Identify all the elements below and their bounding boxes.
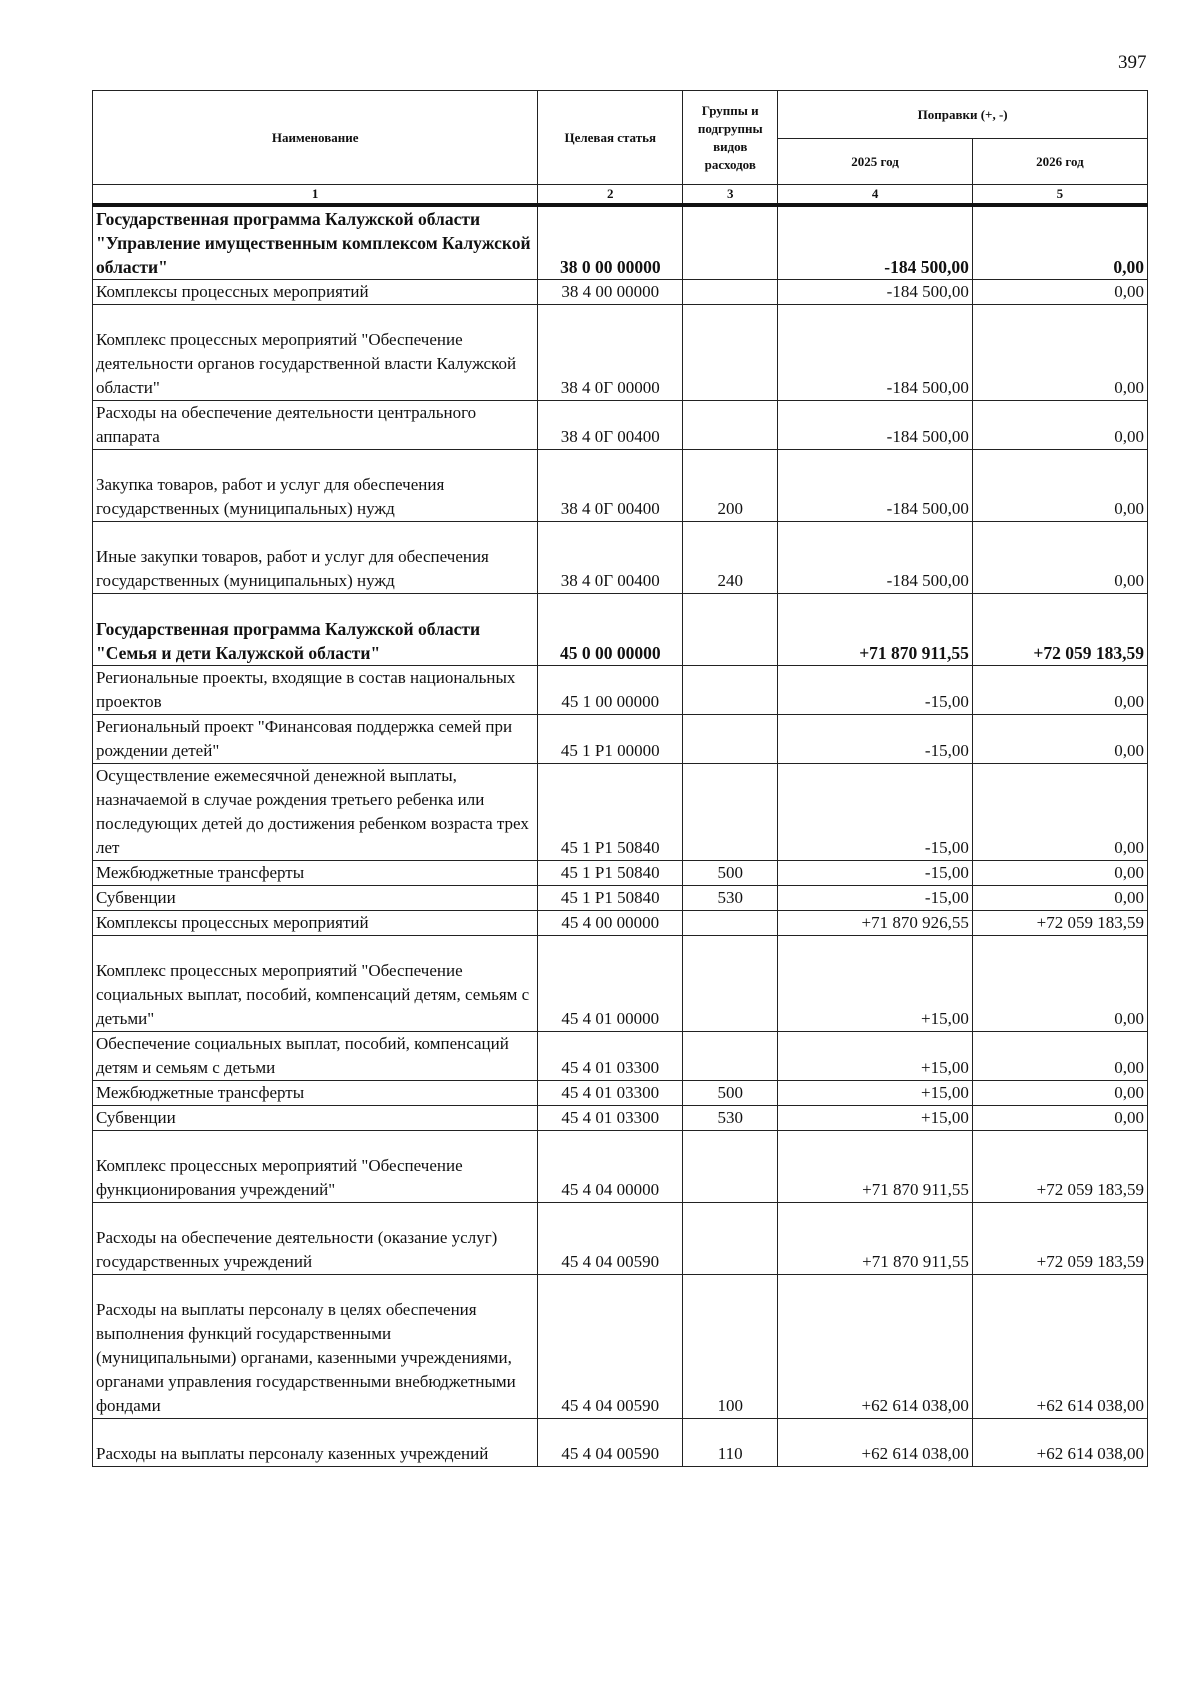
row-target-code-cell: 38 4 0Г 00400 bbox=[538, 401, 683, 450]
row-amount-2025-cell: +15,00 bbox=[778, 1106, 973, 1131]
row-expense-group-cell bbox=[683, 936, 778, 1032]
row-amount-2025-cell: -15,00 bbox=[778, 861, 973, 886]
table-row bbox=[93, 305, 1148, 401]
row-target-code-cell: 38 4 0Г 00000 bbox=[538, 305, 683, 401]
row-amount-2026-cell: 0,00 bbox=[972, 305, 1147, 401]
row-target-code-cell: 38 4 00 00000 bbox=[538, 280, 683, 305]
table-row bbox=[93, 1106, 1148, 1131]
row-target-code-cell: 45 4 00 00000 bbox=[538, 911, 683, 936]
table-row bbox=[93, 594, 1148, 666]
row-amount-2025-cell: +62 614 038,00 bbox=[778, 1275, 973, 1419]
row-target-code-cell: 38 0 00 00000 bbox=[538, 205, 683, 280]
row-target-code-cell: 45 1 00 00000 bbox=[538, 666, 683, 715]
row-name-cell: Межбюджетные трансферты bbox=[93, 861, 538, 886]
row-amount-2025-cell: -15,00 bbox=[778, 764, 973, 861]
header-amendments: Поправки (+, -) bbox=[778, 91, 1148, 139]
table-row bbox=[93, 401, 1148, 450]
table-row bbox=[93, 450, 1148, 522]
row-target-code-cell: 45 4 04 00590 bbox=[538, 1275, 683, 1419]
header-year-2026: 2026 год bbox=[972, 139, 1147, 185]
row-name-cell: Государственная программа Калужской области "Управление имущественным комплексом Калужской области" bbox=[93, 205, 538, 280]
table-row bbox=[93, 1081, 1148, 1106]
row-amount-2026-cell: +72 059 183,59 bbox=[972, 594, 1147, 666]
row-expense-group-cell: 500 bbox=[683, 861, 778, 886]
row-amount-2026-cell: 0,00 bbox=[972, 1106, 1147, 1131]
row-name-cell: Иные закупки товаров, работ и услуг для обеспечения государственных (муниципальных) нужд bbox=[93, 522, 538, 594]
column-number: 5 bbox=[972, 185, 1147, 206]
row-amount-2026-cell: 0,00 bbox=[972, 522, 1147, 594]
row-amount-2026-cell: 0,00 bbox=[972, 401, 1147, 450]
row-name-cell: Расходы на выплаты персоналу казенных учреждений bbox=[93, 1419, 538, 1467]
row-name-cell: Закупка товаров, работ и услуг для обеспечения государственных (муниципальных) нужд bbox=[93, 450, 538, 522]
table-row bbox=[93, 1131, 1148, 1203]
row-expense-group-cell bbox=[683, 666, 778, 715]
budget-amendments-table bbox=[92, 90, 1148, 1467]
table-row bbox=[93, 1419, 1148, 1467]
row-target-code-cell: 45 4 01 03300 bbox=[538, 1032, 683, 1081]
row-target-code-cell: 45 1 Р1 00000 bbox=[538, 715, 683, 764]
table-row bbox=[93, 1275, 1148, 1419]
row-amount-2026-cell: 0,00 bbox=[972, 936, 1147, 1032]
row-name-cell: Расходы на обеспечение деятельности центрального аппарата bbox=[93, 401, 538, 450]
row-expense-group-cell bbox=[683, 715, 778, 764]
row-amount-2025-cell: -15,00 bbox=[778, 666, 973, 715]
row-name-cell: Комплексы процессных мероприятий bbox=[93, 280, 538, 305]
header-year-2025: 2025 год bbox=[778, 139, 973, 185]
row-amount-2026-cell: 0,00 bbox=[972, 1081, 1147, 1106]
row-name-cell: Обеспечение социальных выплат, пособий, компенсаций детям и семьям с детьми bbox=[93, 1032, 538, 1081]
row-amount-2025-cell: +62 614 038,00 bbox=[778, 1419, 973, 1467]
row-amount-2025-cell: -15,00 bbox=[778, 886, 973, 911]
row-amount-2026-cell: 0,00 bbox=[972, 1032, 1147, 1081]
row-name-cell: Расходы на выплаты персоналу в целях обеспечения выполнения функций государственными (муниципальными) органами, казенными учреждениями, органами управления государственными внебюджетными фондами bbox=[93, 1275, 538, 1419]
row-target-code-cell: 45 0 00 00000 bbox=[538, 594, 683, 666]
row-expense-group-cell: 500 bbox=[683, 1081, 778, 1106]
row-amount-2026-cell: 0,00 bbox=[972, 280, 1147, 305]
row-name-cell: Региональные проекты, входящие в состав национальных проектов bbox=[93, 666, 538, 715]
row-expense-group-cell: 530 bbox=[683, 1106, 778, 1131]
row-expense-group-cell bbox=[683, 1203, 778, 1275]
row-name-cell: Межбюджетные трансферты bbox=[93, 1081, 538, 1106]
table-row bbox=[93, 715, 1148, 764]
row-amount-2026-cell: +62 614 038,00 bbox=[972, 1419, 1147, 1467]
row-amount-2026-cell: 0,00 bbox=[972, 861, 1147, 886]
table-row bbox=[93, 1032, 1148, 1081]
row-amount-2026-cell: 0,00 bbox=[972, 205, 1147, 280]
table-row bbox=[93, 936, 1148, 1032]
row-expense-group-cell bbox=[683, 911, 778, 936]
row-target-code-cell: 45 4 04 00590 bbox=[538, 1203, 683, 1275]
row-amount-2026-cell: 0,00 bbox=[972, 886, 1147, 911]
table-header bbox=[93, 91, 1148, 206]
row-target-code-cell: 38 4 0Г 00400 bbox=[538, 450, 683, 522]
row-amount-2025-cell: -184 500,00 bbox=[778, 401, 973, 450]
row-target-code-cell: 45 4 01 00000 bbox=[538, 936, 683, 1032]
column-number: 2 bbox=[538, 185, 683, 206]
row-target-code-cell: 45 4 04 00590 bbox=[538, 1419, 683, 1467]
table-row bbox=[93, 911, 1148, 936]
column-number: 3 bbox=[683, 185, 778, 206]
row-expense-group-cell bbox=[683, 1032, 778, 1081]
table-row bbox=[93, 205, 1148, 280]
row-target-code-cell: 45 1 Р1 50840 bbox=[538, 861, 683, 886]
row-amount-2025-cell: +15,00 bbox=[778, 1081, 973, 1106]
row-amount-2025-cell: -15,00 bbox=[778, 715, 973, 764]
row-expense-group-cell: 240 bbox=[683, 522, 778, 594]
table-row bbox=[93, 280, 1148, 305]
row-name-cell: Расходы на обеспечение деятельности (оказание услуг) государственных учреждений bbox=[93, 1203, 538, 1275]
row-amount-2026-cell: +72 059 183,59 bbox=[972, 1131, 1147, 1203]
column-number-row bbox=[93, 185, 1148, 206]
row-expense-group-cell: 200 bbox=[683, 450, 778, 522]
table-body bbox=[93, 205, 1148, 1467]
header-name: Наименование bbox=[93, 91, 538, 185]
row-amount-2025-cell: +71 870 911,55 bbox=[778, 1131, 973, 1203]
row-amount-2025-cell: -184 500,00 bbox=[778, 305, 973, 401]
row-target-code-cell: 38 4 0Г 00400 bbox=[538, 522, 683, 594]
row-amount-2025-cell: +71 870 926,55 bbox=[778, 911, 973, 936]
row-expense-group-cell: 100 bbox=[683, 1275, 778, 1419]
row-name-cell: Субвенции bbox=[93, 1106, 538, 1131]
column-number: 1 bbox=[93, 185, 538, 206]
row-amount-2025-cell: +71 870 911,55 bbox=[778, 594, 973, 666]
column-number: 4 bbox=[778, 185, 973, 206]
row-target-code-cell: 45 1 Р1 50840 bbox=[538, 886, 683, 911]
row-expense-group-cell bbox=[683, 401, 778, 450]
row-amount-2025-cell: +15,00 bbox=[778, 1032, 973, 1081]
table-row bbox=[93, 886, 1148, 911]
table-row bbox=[93, 764, 1148, 861]
row-target-code-cell: 45 4 01 03300 bbox=[538, 1081, 683, 1106]
table-row bbox=[93, 666, 1148, 715]
row-expense-group-cell bbox=[683, 594, 778, 666]
row-amount-2025-cell: -184 500,00 bbox=[778, 522, 973, 594]
row-name-cell: Субвенции bbox=[93, 886, 538, 911]
row-expense-group-cell bbox=[683, 205, 778, 280]
row-amount-2025-cell: +15,00 bbox=[778, 936, 973, 1032]
row-amount-2026-cell: 0,00 bbox=[972, 715, 1147, 764]
row-expense-group-cell bbox=[683, 764, 778, 861]
table-row bbox=[93, 1203, 1148, 1275]
row-amount-2025-cell: -184 500,00 bbox=[778, 280, 973, 305]
row-expense-group-cell: 110 bbox=[683, 1419, 778, 1467]
header-target-article: Целевая статья bbox=[538, 91, 683, 185]
row-amount-2025-cell: -184 500,00 bbox=[778, 450, 973, 522]
row-amount-2025-cell: -184 500,00 bbox=[778, 205, 973, 280]
row-target-code-cell: 45 4 01 03300 bbox=[538, 1106, 683, 1131]
row-name-cell: Комплекс процессных мероприятий "Обеспечение функционирования учреждений" bbox=[93, 1131, 538, 1203]
row-target-code-cell: 45 1 Р1 50840 bbox=[538, 764, 683, 861]
row-target-code-cell: 45 4 04 00000 bbox=[538, 1131, 683, 1203]
row-name-cell: Осуществление ежемесячной денежной выплаты, назначаемой в случае рождения третьего ребенка или последующих детей до достижения ребенком возраста трех лет bbox=[93, 764, 538, 861]
row-amount-2026-cell: 0,00 bbox=[972, 764, 1147, 861]
row-expense-group-cell: 530 bbox=[683, 886, 778, 911]
row-expense-group-cell bbox=[683, 280, 778, 305]
table-row bbox=[93, 861, 1148, 886]
row-expense-group-cell bbox=[683, 305, 778, 401]
row-amount-2026-cell: +72 059 183,59 bbox=[972, 1203, 1147, 1275]
header-expense-groups: Группы и подгрупны видов расходов bbox=[683, 91, 778, 185]
row-amount-2025-cell: +71 870 911,55 bbox=[778, 1203, 973, 1275]
row-expense-group-cell bbox=[683, 1131, 778, 1203]
row-amount-2026-cell: +62 614 038,00 bbox=[972, 1275, 1147, 1419]
row-amount-2026-cell: 0,00 bbox=[972, 450, 1147, 522]
row-amount-2026-cell: 0,00 bbox=[972, 666, 1147, 715]
row-name-cell: Комплексы процессных мероприятий bbox=[93, 911, 538, 936]
row-name-cell: Комплекс процессных мероприятий "Обеспечение деятельности органов государственной власти Калужской области" bbox=[93, 305, 538, 401]
row-name-cell: Государственная программа Калужской области "Семья и дети Калужской области" bbox=[93, 594, 538, 666]
row-amount-2026-cell: +72 059 183,59 bbox=[972, 911, 1147, 936]
page-number: 397 bbox=[1118, 52, 1147, 73]
table-row bbox=[93, 522, 1148, 594]
row-name-cell: Комплекс процессных мероприятий "Обеспечение социальных выплат, пособий, компенсаций детям, семьям с детьми" bbox=[93, 936, 538, 1032]
row-name-cell: Региональный проект "Финансовая поддержка семей при рождении детей" bbox=[93, 715, 538, 764]
